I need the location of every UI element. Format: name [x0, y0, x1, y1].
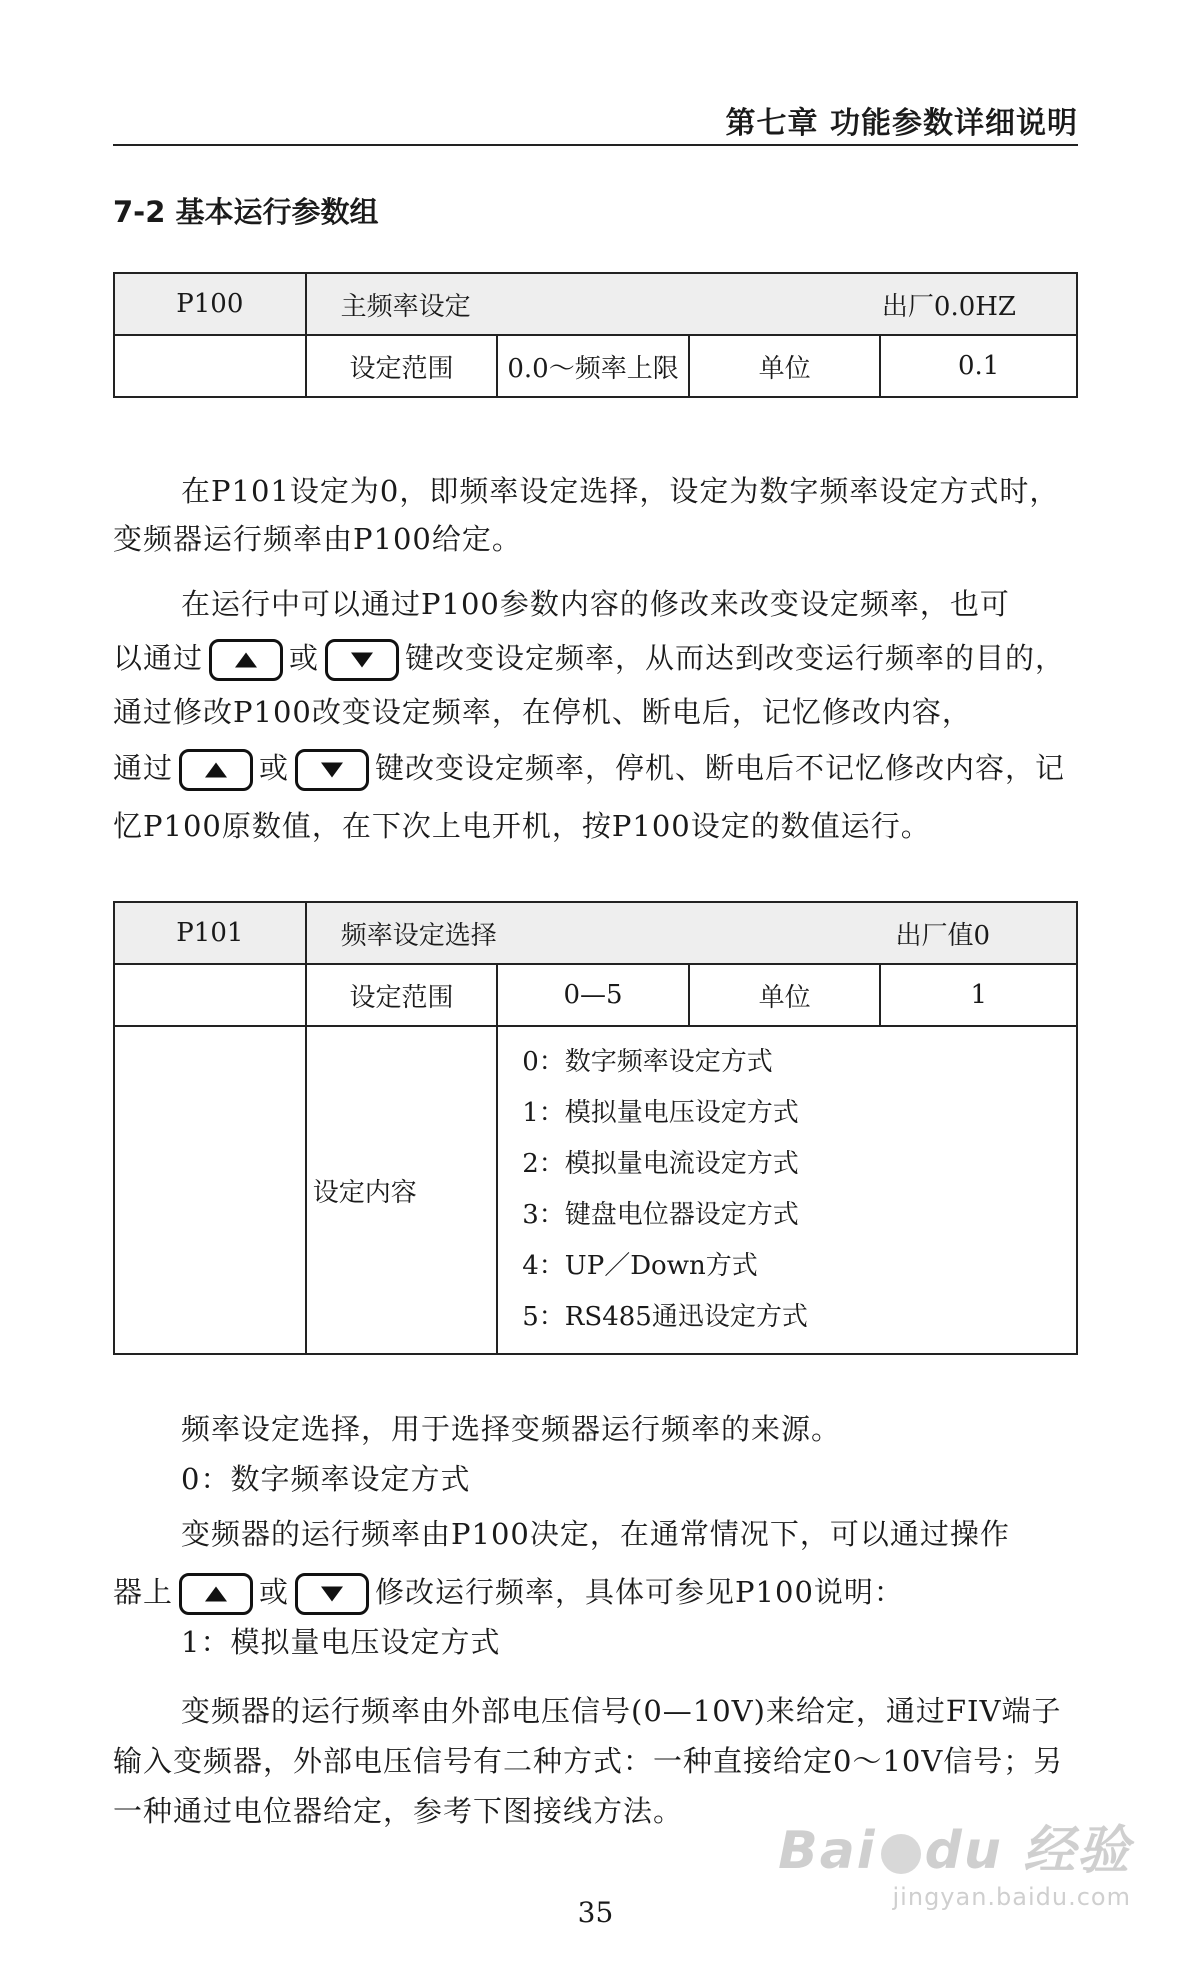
empty-cell — [114, 1026, 306, 1354]
empty-cell — [114, 964, 306, 1026]
param-name: 主频率设定 — [340, 291, 471, 322]
unit-label: 单位 — [689, 964, 881, 1026]
up-arrow-key-icon — [179, 1573, 253, 1615]
param-code: P101 — [114, 902, 306, 964]
paragraph-1: 在P101设定为0，即频率设定选择，设定为数字频率设定方式时，变频器运行频率由P100给定。 — [113, 474, 1060, 556]
up-arrow-key-icon — [179, 749, 253, 791]
section-title: 7-2 基本运行参数组 — [113, 195, 379, 229]
options-cell — [497, 1026, 1077, 1354]
baidu-watermark: Bai du 经验 jingyan.baidu.com — [778, 1821, 1131, 1911]
content-label: 设定内容 — [306, 1026, 498, 1354]
page-number: 35 — [577, 1896, 614, 1929]
list-item: 5：RS485通迅设定方式 — [522, 1302, 808, 1332]
param-name-cell — [306, 902, 1077, 964]
paragraph-6: 变频器的运行频率由外部电压信号(0—10V)来给定，通过FIV端子输入变频器，外部电压信号有二种方式：一种直接给定0～10V信号；另一种通过电位器给定，参考下图接线方法。 — [113, 1694, 1064, 1828]
table-p100 — [113, 272, 1078, 398]
factory-default: 出厂0.0HZ — [881, 291, 1016, 322]
down-arrow-key-icon — [325, 639, 399, 681]
list-item: 3：键盘电位器设定方式 — [522, 1200, 799, 1230]
list-item: 4：UP／Down方式 — [522, 1251, 758, 1281]
range-value: 0.0～频率上限 — [497, 335, 689, 397]
param-name: 频率设定选择 — [340, 920, 497, 951]
unit-value: 1 — [880, 964, 1077, 1026]
range-label: 设定范围 — [306, 964, 498, 1026]
empty-cell — [114, 335, 306, 397]
paragraph-4: 频率设定选择，用于选择变频器运行频率的来源。 0：数字频率设定方式 变频器的运行频率由P100决定，在通常情况下，可以通过操作 器上 或 修改运行频率，具体可参见P100说明： 1：模拟量电压设定方式 — [113, 1412, 1010, 1659]
paragraph-2: 在运行中可以通过P100参数内容的修改来改变设定频率，也可 以通过 或 键改变设定频率，从而达到改变运行频率的目的，通过修改P100改变设定频率，在停机、断电后，记忆修改内容， 通过 或 键改变设定频率，停机、断电后不记忆修改内容，记忆P100原数值，在下次上电开机，按P100设定的数值运行。 — [113, 587, 1066, 843]
chapter-title: 第七章 功能参数详细说明 — [725, 106, 1078, 141]
options-list — [504, 1027, 1070, 1353]
header-rule — [113, 144, 1078, 146]
down-arrow-key-icon — [295, 1573, 369, 1615]
paw-logo-icon — [881, 1834, 921, 1874]
table-p101 — [113, 901, 1078, 1355]
unit-value: 0.1 — [880, 335, 1077, 397]
up-arrow-key-icon — [209, 639, 283, 681]
param-name-cell — [306, 273, 1077, 335]
range-label: 设定范围 — [306, 335, 498, 397]
list-item: 2：模拟量电流设定方式 — [522, 1149, 799, 1179]
factory-default: 出厂值0 — [895, 920, 990, 951]
param-code: P100 — [114, 273, 306, 335]
down-arrow-key-icon — [295, 749, 369, 791]
range-value: 0—5 — [497, 964, 689, 1026]
list-item: 1：模拟量电压设定方式 — [522, 1098, 799, 1128]
list-item: 0：数字频率设定方式 — [522, 1047, 773, 1077]
unit-label: 单位 — [689, 335, 881, 397]
